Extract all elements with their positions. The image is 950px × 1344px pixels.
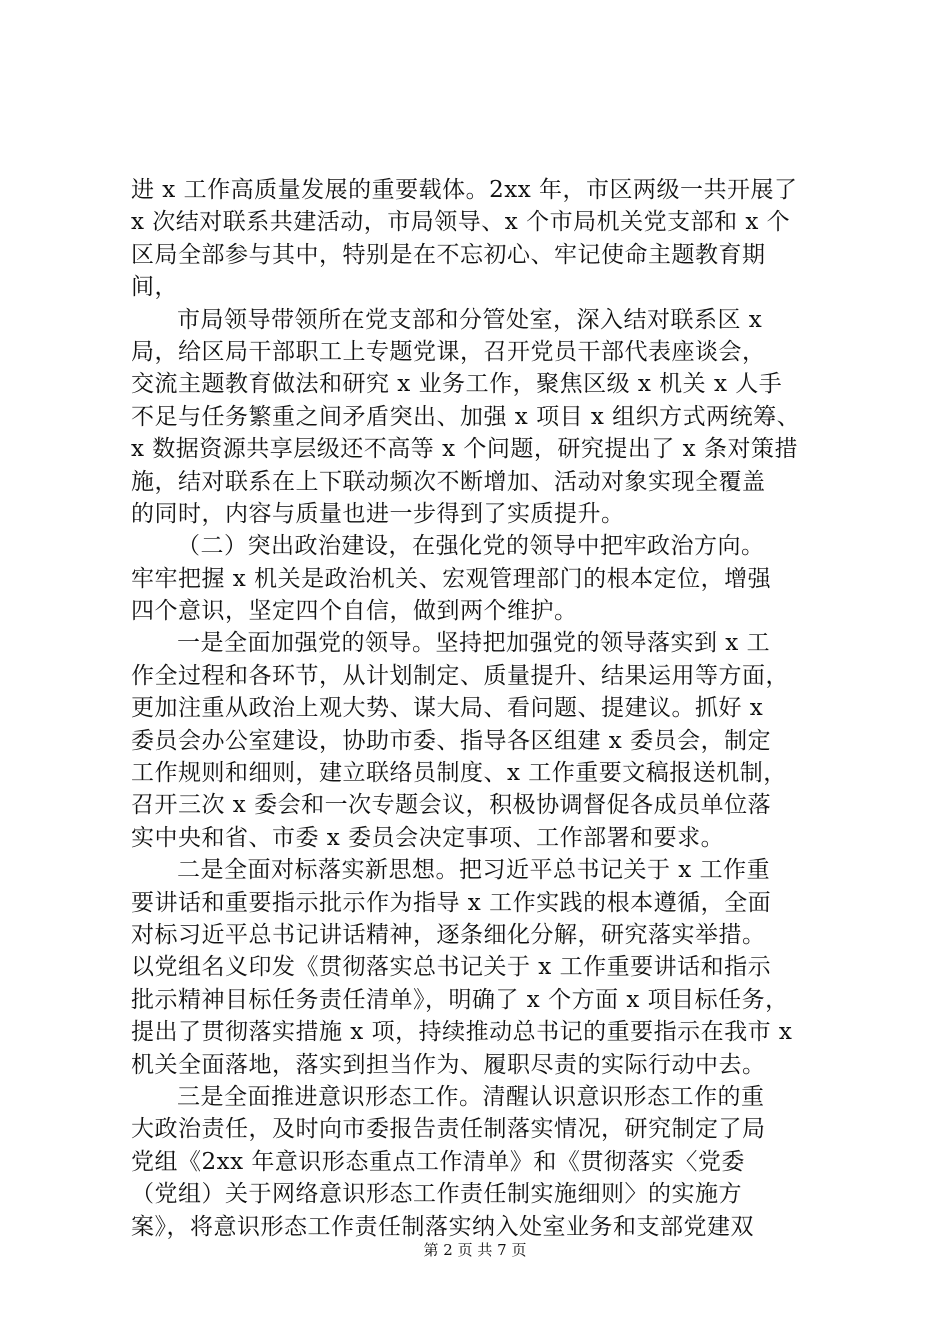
text-line: 牢牢把握 x 机关是政治机关、宏观管理部门的根本定位，增强	[131, 565, 772, 592]
text-line: x 数据资源共享层级还不高等 x 个问题，研究提出了 x 条对策措	[131, 436, 798, 463]
text-line: 施，结对联系在上下联动频次不断增加、活动对象实现全覆盖	[131, 468, 766, 495]
text-line: 市局领导带领所在党支部和分管处室，深入结对联系区 x	[177, 306, 763, 333]
text-line: 对标习近平总书记讲话精神，逐条细化分解，研究落实举措。	[131, 921, 766, 948]
text-line: 更加注重从政治上观大势、谋大局、看问题、提建议。抓好 x	[131, 695, 764, 722]
text-line: 不足与任务繁重之间矛盾突出、加强 x 项目 x 组织方式两统筹、	[131, 403, 801, 430]
text-line: （党组）关于网络意识形态工作责任制实施细则〉的实施方	[131, 1181, 742, 1208]
text-line: 提出了贯彻落实措施 x 项，持续推动总书记的重要指示在我市 x	[131, 1019, 793, 1046]
text-line: x 次结对联系共建活动，市局领导、x 个市局机关党支部和 x 个	[131, 209, 791, 236]
text-line: 的同时，内容与质量也进一步得到了实质提升。	[131, 500, 625, 527]
text-line: 召开三次 x 委会和一次专题会议，积极协调督促各成员单位落	[131, 792, 772, 819]
document-body	[131, 174, 831, 1243]
text-line: 实中央和省、市委 x 委员会决定事项、工作部署和要求。	[131, 824, 725, 851]
text-line: 党组《2xx 年意识形态重点工作清单》和《贯彻落实〈党委	[131, 1148, 745, 1175]
text-line: 机关全面落地，落实到担当作为、履职尽责的实际行动中去。	[131, 1051, 766, 1078]
text-line: 以党组名义印发《贯彻落实总书记关于 x 工作重要讲话和指示	[131, 954, 772, 981]
text-line: 一是全面加强党的领导。坚持把加强党的领导落实到 x 工	[177, 630, 771, 657]
text-line: 三是全面推进意识形态工作。清醒认识意识形态工作的重	[177, 1083, 765, 1110]
text-line: 局，给区局干部职工上专题党课，召开党员干部代表座谈会，	[131, 338, 766, 365]
text-line: 区局全部参与其中，特别是在不忘初心、牢记使命主题教育期	[131, 241, 766, 268]
text-line: 批示精神目标任务责任清单》，明确了 x 个方面 x 项目标任务，	[131, 986, 789, 1013]
text-line: 间，	[131, 274, 178, 301]
text-line: 工作规则和细则，建立联络员制度、x 工作重要文稿报送机制，	[131, 760, 787, 787]
text-line: 作全过程和各环节，从计划制定、质量提升、结果运用等方面，	[131, 662, 789, 689]
text-line: 要讲话和重要指示批示作为指导 x 工作实践的根本遵循，全面	[131, 889, 772, 916]
text-line: 委员会办公室建设，协助市委、指导各区组建 x 委员会，制定	[131, 727, 772, 754]
text-line: 四个意识，坚定四个自信，做到两个维护。	[131, 598, 578, 625]
text-line: （二）突出政治建设，在强化党的领导中把牢政治方向。	[177, 533, 765, 560]
text-line: 大政治责任，及时向市委报告责任制落实情况，研究制定了局	[131, 1116, 766, 1143]
text-line: 交流主题教育做法和研究 x 业务工作，聚焦区级 x 机关 x 人手	[131, 371, 783, 398]
text-line: 二是全面对标落实新思想。把习近平总书记关于 x 工作重	[177, 857, 771, 884]
text-line: 进 x 工作高质量发展的重要载体。2xx 年，市区两级一共开展了	[131, 177, 798, 203]
page-footer: 第 2 页 共 7 页	[423, 1241, 527, 1259]
text-line: 案》，将意识形态工作责任制落实纳入处室业务和支部党建双	[131, 1213, 754, 1240]
